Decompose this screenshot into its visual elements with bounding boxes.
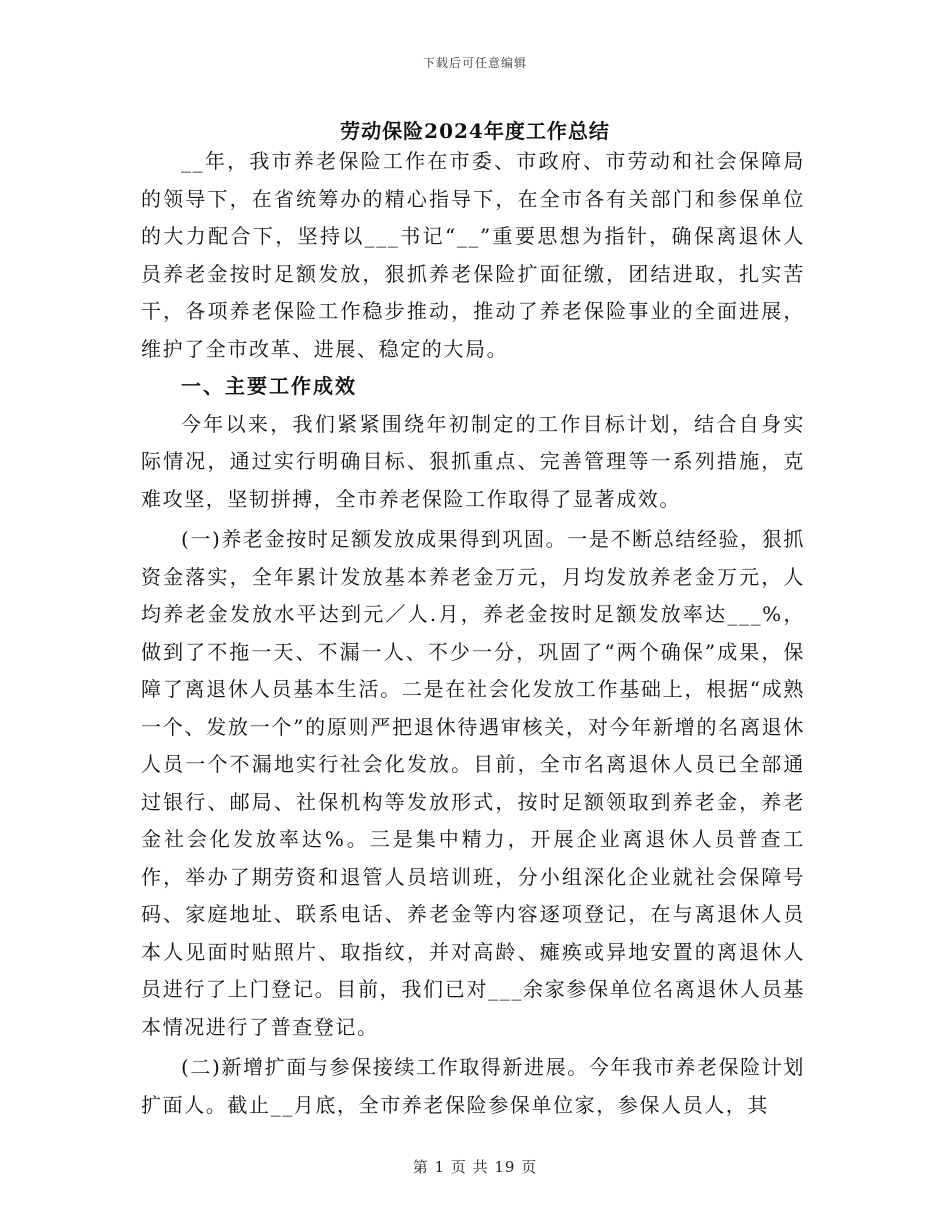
document-body [141,143,805,1124]
coverage-expansion-paragraph: (二)新增扩面与参保接续工作取得新进展。今年我市养老保险计划扩面人。截止__月底，全市养老保险参保单位家，参保人员人，其 [141,1055,805,1117]
document-title: 劳动保险2024年度工作总结 [340,119,610,143]
opening-paragraph: __年，我市养老保险工作在市委、市政府、市劳动和社会保障局的领导下，在省统筹办的精心指导下，在全市各有关部门和参保单位的大力配合下，坚持以___书记“__”重要思想为指针，确保离退休人员养老金按时足额发放，狠抓养老保险扩面征缴，团结进取，扎实苦干，各项养老保险工作稳步推动，推动了养老保险事业的全面进展，维护了全市改革、进展、稳定的大局。 [141,149,805,361]
section-heading-main-achievements: 一、主要工作成效 [181,374,357,398]
section-intro-paragraph: 今年以来，我们紧紧围绕年初制定的工作目标计划，结合自身实际情况，通过实行明确目标、狠抓重点、完善管理等一系列措施，克难攻坚，坚韧拼搏，全市养老保险工作取得了显著成效。 [141,411,805,511]
pension-payment-paragraph: (一)养老金按时足额发放成果得到巩固。一是不断总结经验，狠抓资金落实，全年累计发放基本养老金万元，月均发放养老金万元，人均养老金发放水平达到元／人.月，养老金按时足额发放率达___%，做到了不拖一天、不漏一人、不少一分，巩固了“两个确保”成果，保障了离退休人员基本生活。二是在社会化发放工作基础上，根据“成熟一个、发放一个”的原则严把退休待遇审核关，对今年新增的名离退休人员一个不漏地实行社会化发放。目前，全市名离退休人员已全部通过银行、邮局、社保机构等发放形式，按时足额领取到养老金，养老金社会化发放率达%。三是集中精力，开展企业离退休人员普查工作，举办了期劳资和退管人员培训班，分小组深化企业就社会保障号码、家庭地址、联系电话、养老金等内容逐项登记，在与离退休人员本人见面时贴照片、取指纹，并对高龄、瘫痪或异地安置的离退休人员进行了上门登记。目前，我们已对___余家参保单位名离退休人员基本情况进行了普查登记。 [141,527,805,1039]
download-note: 下载后可任意编辑 [422,56,527,70]
page-indicator: 第 1 页 共 19 页 [412,1158,538,1176]
